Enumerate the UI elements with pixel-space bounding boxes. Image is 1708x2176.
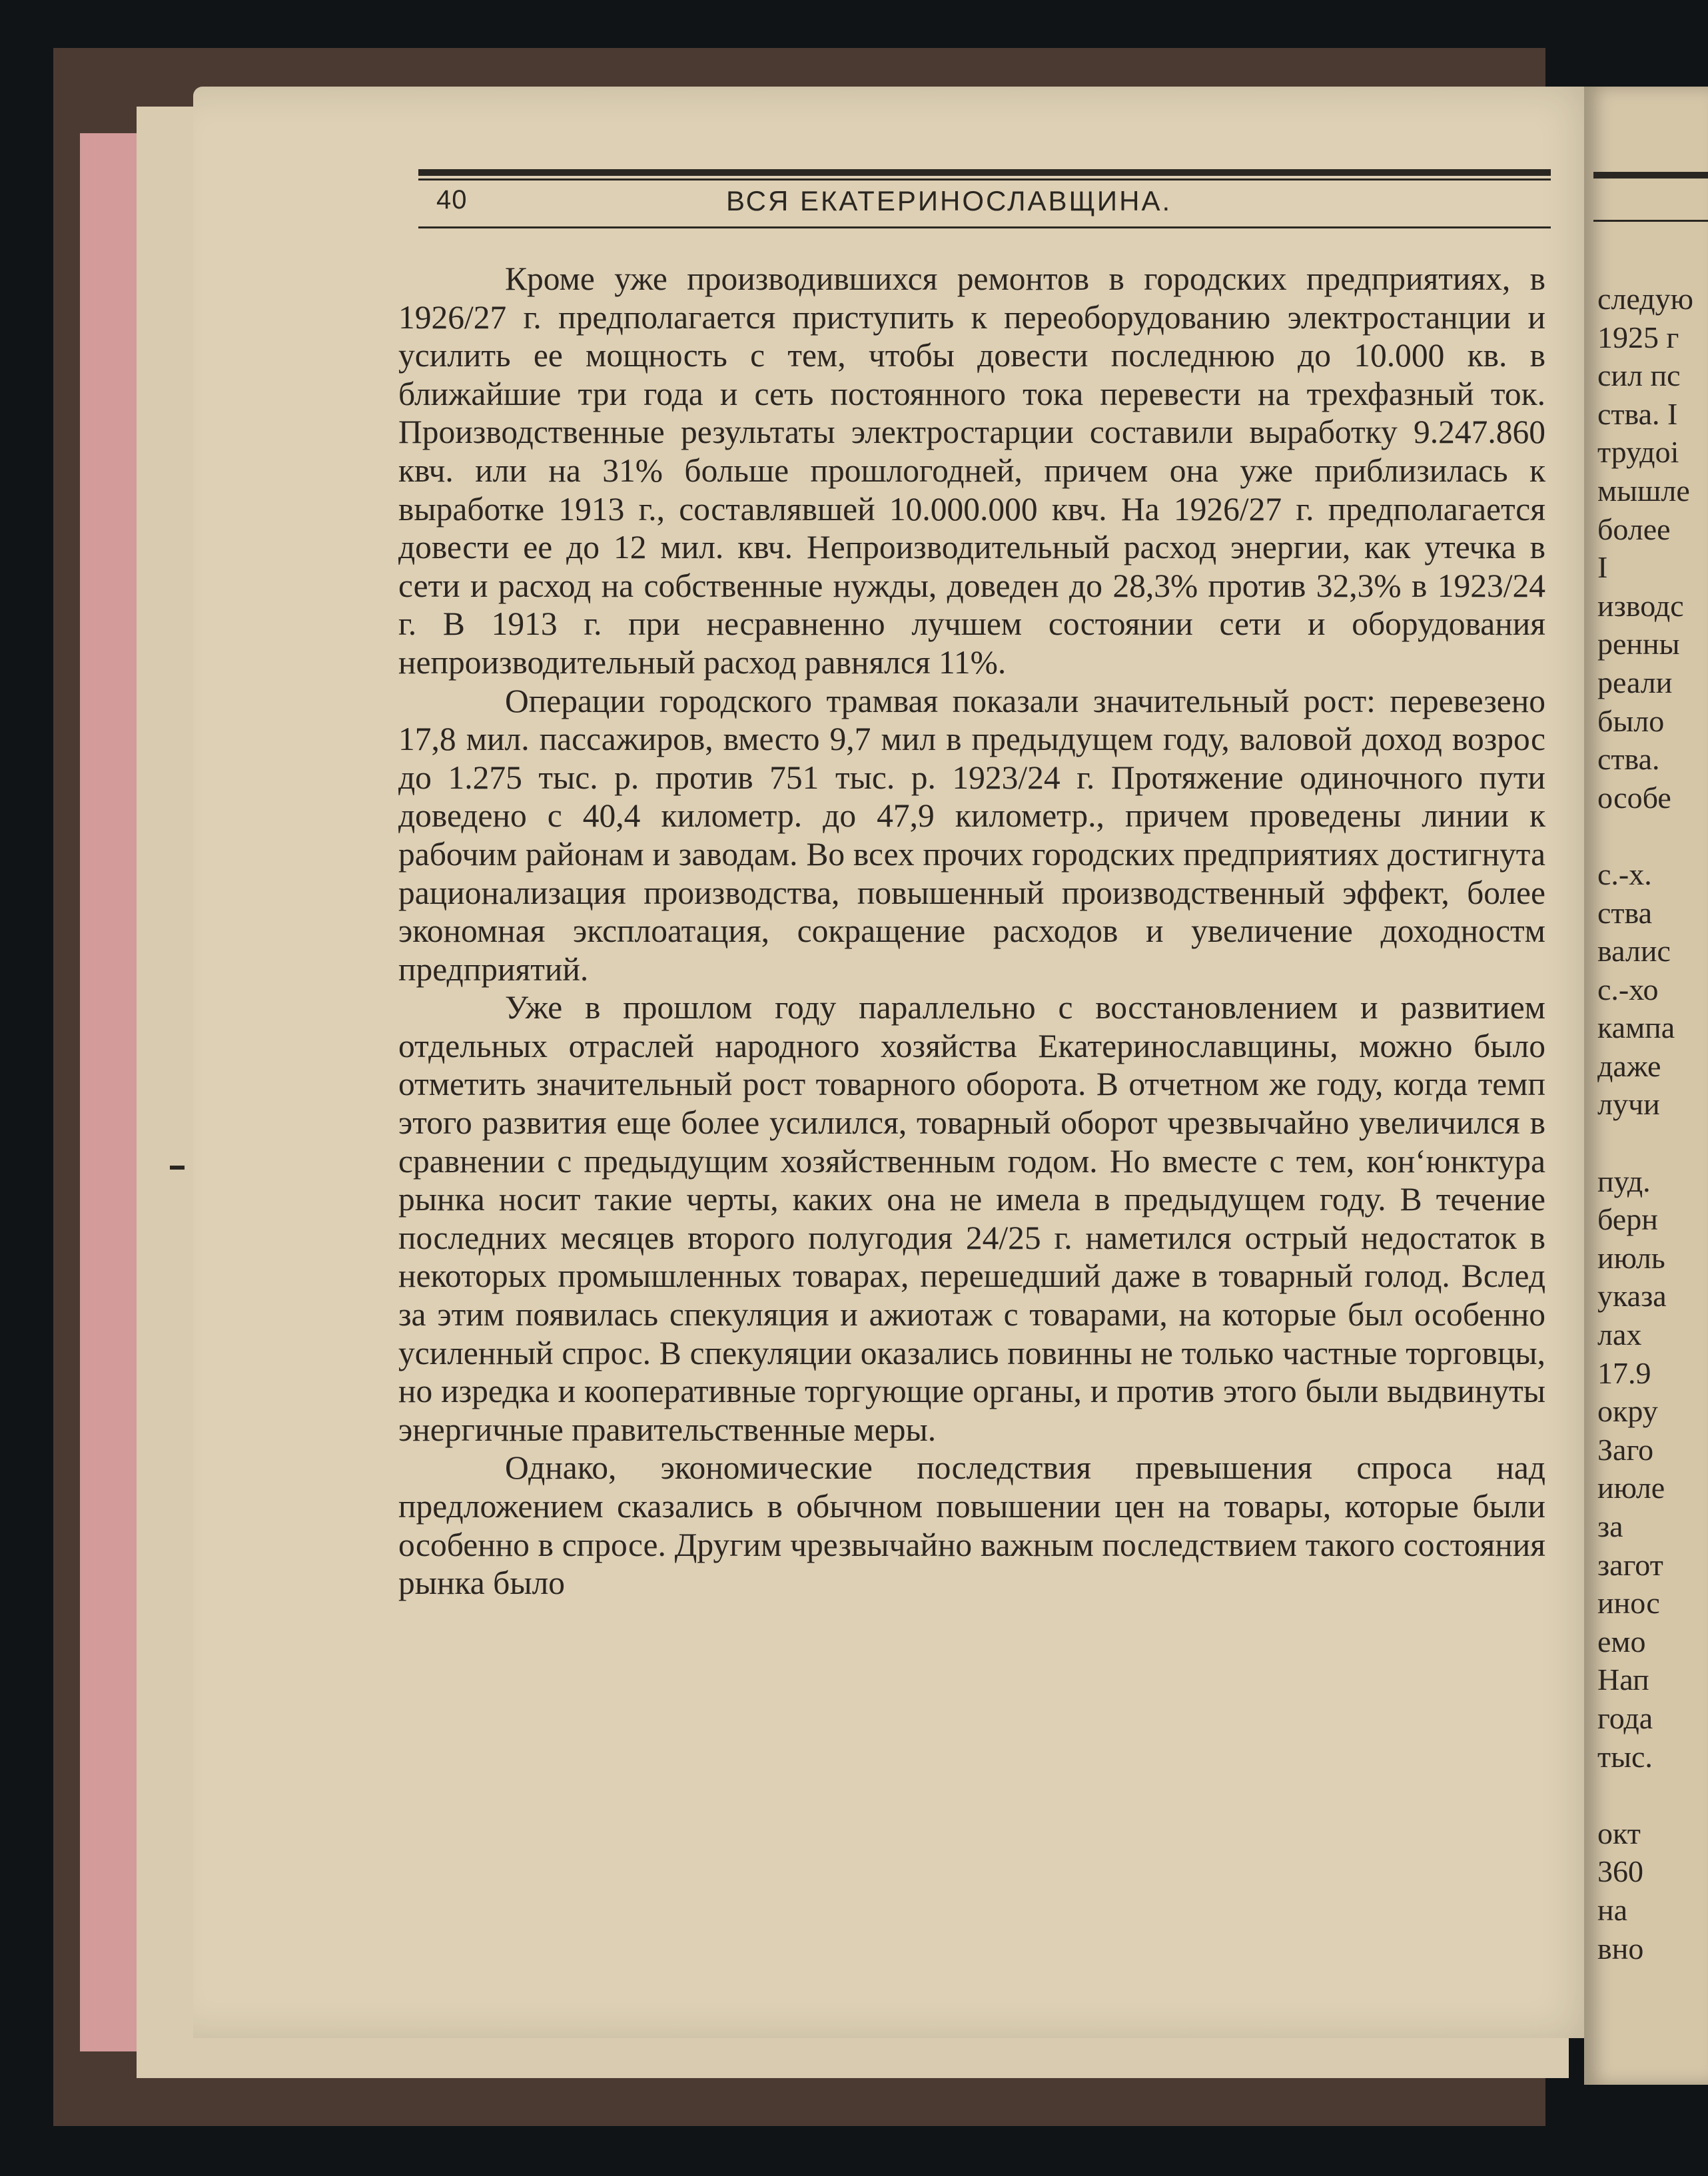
paragraph-3: Уже в прошлом году параллельно с восстановлением и развитием отдельных отраслей народного хозяйства Екатеринославщины, можно было отметить значительный рост товарного оборота. В отчетном же году, когда темп этого развития еще более усилился, товарный оборот чрезвычайно увеличился в сравнении с предыдущим хозяйственным годом. Но вместе с тем, кон‘юнктура рынка носит такие черты, каких она не имела в предыдущем году. В течение последних месяцев второго полугодия 24/25 г. наметился острый недостаток в некоторых промышленных товарах, перешедший даже в товарный голод. Вслед за этим появилась спекуляция и ажиотаж с товарами, на которые был особенно усиленный спрос. В спекуляции оказались повинны не только частные торговцы, но изредка и кооперативные торгующие органы, и против этого были выдвинуты энергичные правительственные меры. bbox=[398, 989, 1545, 1448]
facing-line: указа bbox=[1597, 1279, 1667, 1313]
facing-header-rule-thin bbox=[1593, 220, 1708, 222]
facing-line: ства. bbox=[1597, 742, 1660, 777]
facing-line: Нап bbox=[1597, 1662, 1649, 1697]
facing-line: окру bbox=[1597, 1394, 1658, 1429]
facing-line: лах bbox=[1597, 1317, 1642, 1352]
facing-line: более bbox=[1597, 512, 1671, 546]
facing-line: ства. І bbox=[1597, 396, 1678, 431]
facing-line: пуд. bbox=[1597, 1164, 1651, 1198]
facing-line: 17.9 bbox=[1597, 1355, 1651, 1390]
facing-line: лучи bbox=[1597, 1087, 1660, 1122]
header-rule-thick bbox=[418, 169, 1551, 176]
facing-line bbox=[1597, 1124, 1708, 1162]
facing-line: сил пс bbox=[1597, 358, 1681, 393]
header-rule-thin bbox=[418, 179, 1551, 181]
header-rule-under bbox=[418, 226, 1551, 228]
facing-line: было bbox=[1597, 703, 1665, 738]
facing-line: 1925 г bbox=[1597, 320, 1679, 354]
facing-line: года bbox=[1597, 1700, 1653, 1735]
facing-line: за bbox=[1597, 1509, 1623, 1543]
facing-line: следую bbox=[1597, 282, 1693, 316]
facing-line: емо bbox=[1597, 1624, 1646, 1658]
facing-line: на bbox=[1597, 1892, 1628, 1927]
paragraph-2: Операции городского трамвая показали значительный рост: перевезено 17,8 мил. пассажиров, вместо 9,7 мил в предыдущем году, валовой доход возрос до 1.275 тыс. р. против 751 тыс. р. 1923/24 г. Протяжение одиночного пути доведено с 40,4 километр. до 47,9 километр., причем проведены линии к рабочим районам и заводам. Во всех прочих городских предприятиях достигнута рационализация производства, повышенный производственный эффект, более экономная эксплоатация, сокращение расходов и увеличение доходностм предприятий. bbox=[398, 682, 1545, 988]
facing-line: 360 bbox=[1597, 1854, 1643, 1889]
facing-line: июле bbox=[1597, 1471, 1665, 1505]
paragraph-1: Кроме уже производившихся ремонтов в городских предприятиях, в 1926/27 г. предполагается приступить к переоборудованию электростанции и усилить ее мощность с тем, чтобы довести последнюю до 10.000 кв. в ближайшие три года и сеть постоянного тока перевести на трехфазный ток. Производственные результаты электростарции составили выработку 9.247.860 квч. или на 31% больше прошлогодней, причем она уже приблизилась к выработке 1913 г., составлявшей 10.000.000 квч. На 1926/27 г. предполагается довести ее до 12 мил. квч. Непроизводительный расход энергии, как утечка в сети и расход на собственные нужды, доведен до 28,3% против 32,3% в 1923/24 г. В 1913 г. при несравненно лучшем состоянии сети и оборудования непроизводительный расход равнялся 11%. bbox=[398, 260, 1545, 681]
facing-line: І bbox=[1597, 550, 1608, 585]
facing-line: с.-х. bbox=[1597, 857, 1652, 891]
page-number: 40 bbox=[436, 185, 468, 214]
margin-mark bbox=[170, 1166, 185, 1170]
facing-line: особе bbox=[1597, 780, 1671, 815]
facing-header-rule bbox=[1593, 172, 1708, 179]
facing-line: июль bbox=[1597, 1240, 1665, 1275]
facing-line: ства bbox=[1597, 895, 1653, 930]
facing-line: даже bbox=[1597, 1048, 1661, 1083]
facing-line: ренны bbox=[1597, 627, 1680, 661]
facing-line: вно bbox=[1597, 1931, 1644, 1966]
facing-line: инос bbox=[1597, 1586, 1660, 1621]
facing-line: кампа bbox=[1597, 1010, 1675, 1045]
facing-line: с.-хо bbox=[1597, 972, 1659, 1006]
facing-line: окт bbox=[1597, 1816, 1641, 1850]
facing-line: берн bbox=[1597, 1202, 1658, 1237]
facing-line: тыс. bbox=[1597, 1739, 1653, 1774]
body-text bbox=[398, 260, 1545, 1603]
facing-line: загот bbox=[1597, 1547, 1663, 1582]
facing-line: реали bbox=[1597, 665, 1673, 699]
facing-page-edge bbox=[1584, 87, 1708, 2085]
facing-line: изводс bbox=[1597, 588, 1684, 623]
facing-line: валис bbox=[1597, 934, 1671, 968]
facing-line bbox=[1597, 817, 1708, 855]
running-title: ВСЯ ЕКАТЕРИНОСЛАВЩИНА. bbox=[726, 185, 1172, 216]
facing-line: мышле bbox=[1597, 473, 1690, 508]
facing-page-fragments bbox=[1597, 280, 1708, 1968]
facing-line bbox=[1597, 1776, 1708, 1814]
facing-line: трудоі bbox=[1597, 435, 1679, 470]
paragraph-4: Однако, экономические последствия превышения спроса над предложением сказались в обычном повышении цен на товары, которые были особенно в спросе. Другим чрезвычайно важным последствием такого состояния рынка было bbox=[398, 1449, 1545, 1602]
facing-line: Заго bbox=[1597, 1432, 1654, 1467]
